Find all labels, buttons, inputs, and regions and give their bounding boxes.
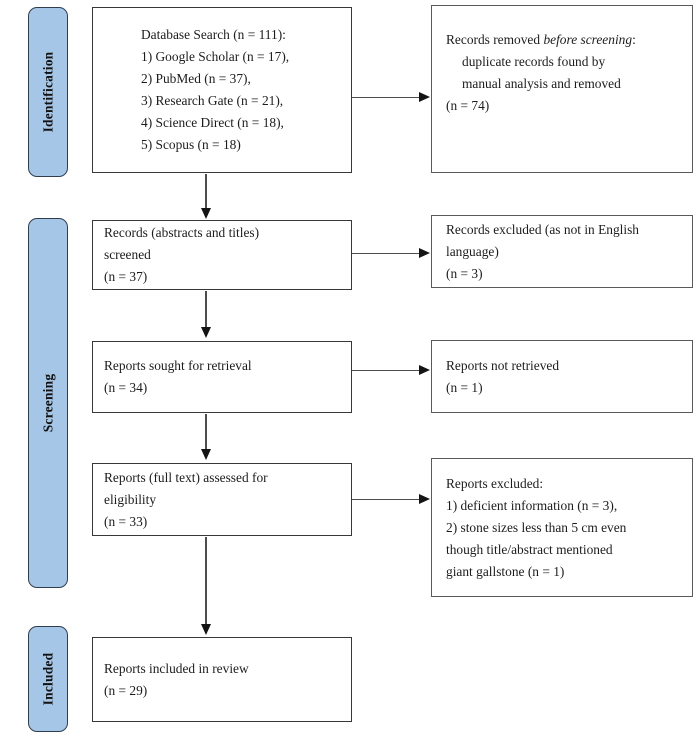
text-line: 2) stone sizes less than 5 cm even (446, 519, 627, 535)
text-line: (n = 3) (446, 265, 483, 281)
arrow-shaft (205, 174, 207, 209)
text-line: 2) PubMed (n = 37), (141, 71, 251, 86)
stage-label-screening (28, 218, 68, 588)
arrow-shaft (205, 414, 207, 450)
arrowhead-down-icon (201, 624, 211, 635)
text-line: 4) Science Direct (n = 18), (141, 115, 284, 130)
text-segment: Records removed (446, 32, 544, 47)
stage-label-screening-text: Screening (40, 373, 55, 433)
box-reports-assessed (92, 463, 352, 536)
text-line: manual analysis and removed (462, 76, 621, 91)
arrow-shaft (205, 291, 207, 328)
arrow-shaft (205, 537, 207, 625)
text-line: 5) Scopus (n = 18) (141, 137, 241, 152)
text-line: language) (446, 243, 499, 259)
stage-label-identification-text: Identification (40, 51, 55, 133)
text-line: screened (104, 247, 151, 262)
arrow-shaft (352, 253, 419, 255)
text-line: (n = 74) (446, 98, 490, 113)
text-line: (n = 34) (104, 380, 148, 395)
text-line: Database Search (n = 111): (141, 27, 286, 42)
box-reports-excluded (431, 458, 693, 597)
text-line: (n = 1) (446, 379, 483, 395)
text-line: Records (abstracts and titles) (104, 225, 260, 240)
box-reports-not-retrieved (431, 340, 693, 413)
arrow-shaft (352, 370, 419, 372)
text-line: Reports (full text) assessed for (104, 469, 268, 485)
arrowhead-down-icon (201, 449, 211, 460)
text-line: (n = 29) (104, 682, 148, 698)
text-line: 1) deficient information (n = 3), (446, 497, 618, 513)
text-line: (n = 37) (104, 269, 148, 284)
arrowhead-right-icon (419, 365, 430, 375)
text-line: eligibility (104, 491, 157, 507)
stage-label-included-text: Included (40, 652, 55, 706)
text-line: duplicate records found by (462, 54, 606, 69)
arrowhead-down-icon (201, 208, 211, 219)
text-line (446, 29, 688, 51)
arrow-shaft (352, 499, 419, 501)
text-line: Records excluded (as not in English (446, 221, 640, 237)
stage-label-included (28, 626, 68, 732)
box-records-screened (92, 220, 352, 290)
text-line: Reports not retrieved (446, 357, 560, 373)
text-segment-italic: before screening (543, 32, 633, 47)
arrowhead-right-icon (419, 494, 430, 504)
text-line: though title/abstract mentioned (446, 541, 613, 557)
text-line: Reports included in review (104, 660, 249, 676)
text-line: Reports sought for retrieval (104, 358, 252, 373)
text-line: 3) Research Gate (n = 21), (141, 93, 284, 108)
arrowhead-right-icon (419, 92, 430, 102)
text-line: (n = 33) (104, 513, 148, 529)
text-segment: : (632, 32, 636, 47)
arrow-shaft (352, 97, 419, 99)
box-records-removed (431, 5, 693, 173)
text-line: 1) Google Scholar (n = 17), (141, 49, 290, 64)
box-reports-sought (92, 341, 352, 413)
text-line: Reports excluded: (446, 475, 544, 491)
text-line: giant gallstone (n = 1) (446, 563, 565, 579)
stage-label-identification (28, 7, 68, 177)
arrowhead-down-icon (201, 327, 211, 338)
arrowhead-right-icon (419, 248, 430, 258)
box-records-excluded (431, 215, 693, 288)
box-database-search (92, 7, 352, 173)
box-reports-included (92, 637, 352, 722)
